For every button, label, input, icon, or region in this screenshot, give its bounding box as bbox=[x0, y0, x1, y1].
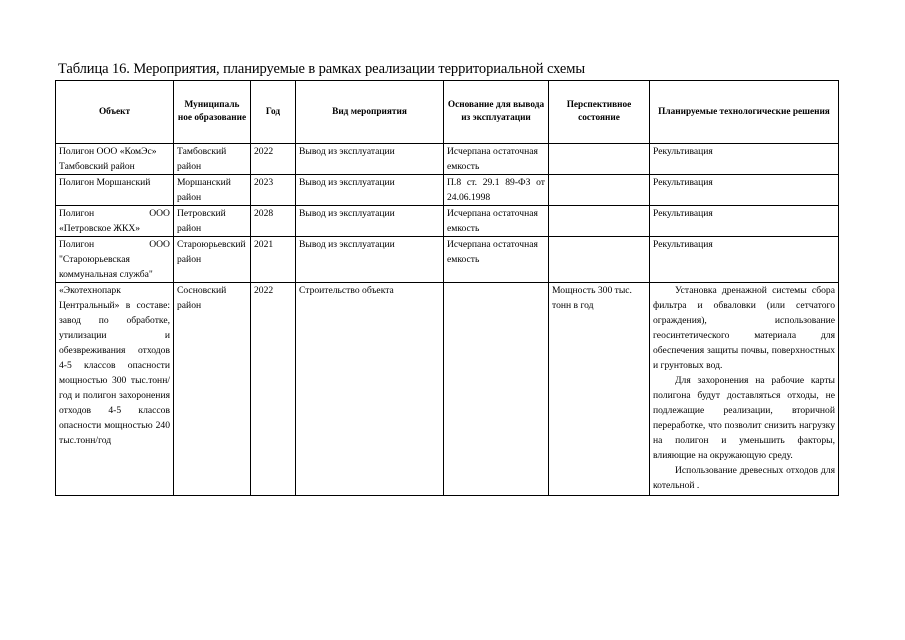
column-header: Муниципаль ное образование bbox=[174, 81, 251, 144]
basis-cell: Исчерпана остаточная емкость bbox=[444, 206, 549, 237]
basis-cell: Исчерпана остаточная емкость bbox=[444, 144, 549, 175]
column-header: Планируемые технологические решения bbox=[650, 81, 839, 144]
column-header: Год bbox=[251, 81, 296, 144]
activity-cell: Вывод из эксплуатации bbox=[296, 144, 444, 175]
activity-cell: Строительство объекта bbox=[296, 283, 444, 496]
prospect-cell bbox=[549, 144, 650, 175]
basis-cell bbox=[444, 283, 549, 496]
activity-cell: Вывод из эксплуатации bbox=[296, 206, 444, 237]
solution-paragraph: Использование древесных отходов для котельной . bbox=[653, 465, 835, 491]
column-header: Объект bbox=[56, 81, 174, 144]
object-cell: Полигон ООО «КомЭс» Тамбовский район bbox=[56, 144, 174, 175]
municipality-cell: Сосновский район bbox=[174, 283, 251, 496]
column-header: Вид мероприятия bbox=[296, 81, 444, 144]
table-row bbox=[56, 283, 839, 496]
year-cell: 2023 bbox=[251, 175, 296, 206]
table-row bbox=[56, 144, 839, 175]
municipality-cell: Тамбовский район bbox=[174, 144, 251, 175]
activities-table bbox=[55, 80, 839, 496]
column-header: Перспективное состояние bbox=[549, 81, 650, 144]
municipality-cell: Петровский район bbox=[174, 206, 251, 237]
prospect-cell bbox=[549, 237, 650, 283]
object-cell: Полигон ООО "Староюрьевская коммунальная служба" bbox=[56, 237, 174, 283]
column-header: Основание для вывода из эксплуатации bbox=[444, 81, 549, 144]
municipality-cell: Моршанский район bbox=[174, 175, 251, 206]
solutions-cell: Рекультивация bbox=[650, 237, 839, 283]
activity-cell: Вывод из эксплуатации bbox=[296, 237, 444, 283]
object-cell: «Экотехнопарк Центральный» в составе: завод по обработке, утилизации и обезвреживания отходов 4-5 классов опасности мощностью 300 тыс.тонн/год и полигон захоронения отходов 4-5 классов опасности мощностью 240 тыс.тонн/год bbox=[56, 283, 174, 496]
table-row bbox=[56, 237, 839, 283]
year-cell: 2022 bbox=[251, 144, 296, 175]
year-cell: 2028 bbox=[251, 206, 296, 237]
prospect-cell bbox=[549, 175, 650, 206]
basis-cell: Исчерпана остаточная емкость bbox=[444, 237, 549, 283]
solutions-cell bbox=[650, 283, 839, 496]
activity-cell: Вывод из эксплуатации bbox=[296, 175, 444, 206]
year-cell: 2021 bbox=[251, 237, 296, 283]
solution-paragraph: Для захоронения на рабочие карты полигона будут доставляться отходы, не подлежащие реализации, вторичной переработке, что позволит снизить нагрузку на полигон и уменьшить факторы, влияющие на окружающую среду. bbox=[653, 375, 835, 461]
year-cell: 2022 bbox=[251, 283, 296, 496]
basis-cell: П.8 ст. 29.1 89-ФЗ от 24.06.1998 bbox=[444, 175, 549, 206]
municipality-cell: Староюрьевский район bbox=[174, 237, 251, 283]
table-header-row bbox=[56, 81, 839, 144]
solutions-cell: Рекультивация bbox=[650, 206, 839, 237]
table-row bbox=[56, 206, 839, 237]
solutions-cell: Рекультивация bbox=[650, 144, 839, 175]
prospect-cell bbox=[549, 206, 650, 237]
solution-paragraph: Установка дренажной системы сбора фильтра и обваловки (или сетчатого ограждения), использование геосинтетического материала для обеспечения защиты почвы, поверхностных и грунтовых вод. bbox=[653, 285, 835, 371]
table-row bbox=[56, 175, 839, 206]
prospect-cell: Мощность 300 тыс. тонн в год bbox=[549, 283, 650, 496]
table-caption: Таблица 16. Мероприятия, планируемые в рамках реализации территориальной схемы bbox=[58, 61, 585, 77]
object-cell: Полигон Моршанский bbox=[56, 175, 174, 206]
object-cell: Полигон ООО «Петровское ЖКХ» bbox=[56, 206, 174, 237]
solutions-cell: Рекультивация bbox=[650, 175, 839, 206]
